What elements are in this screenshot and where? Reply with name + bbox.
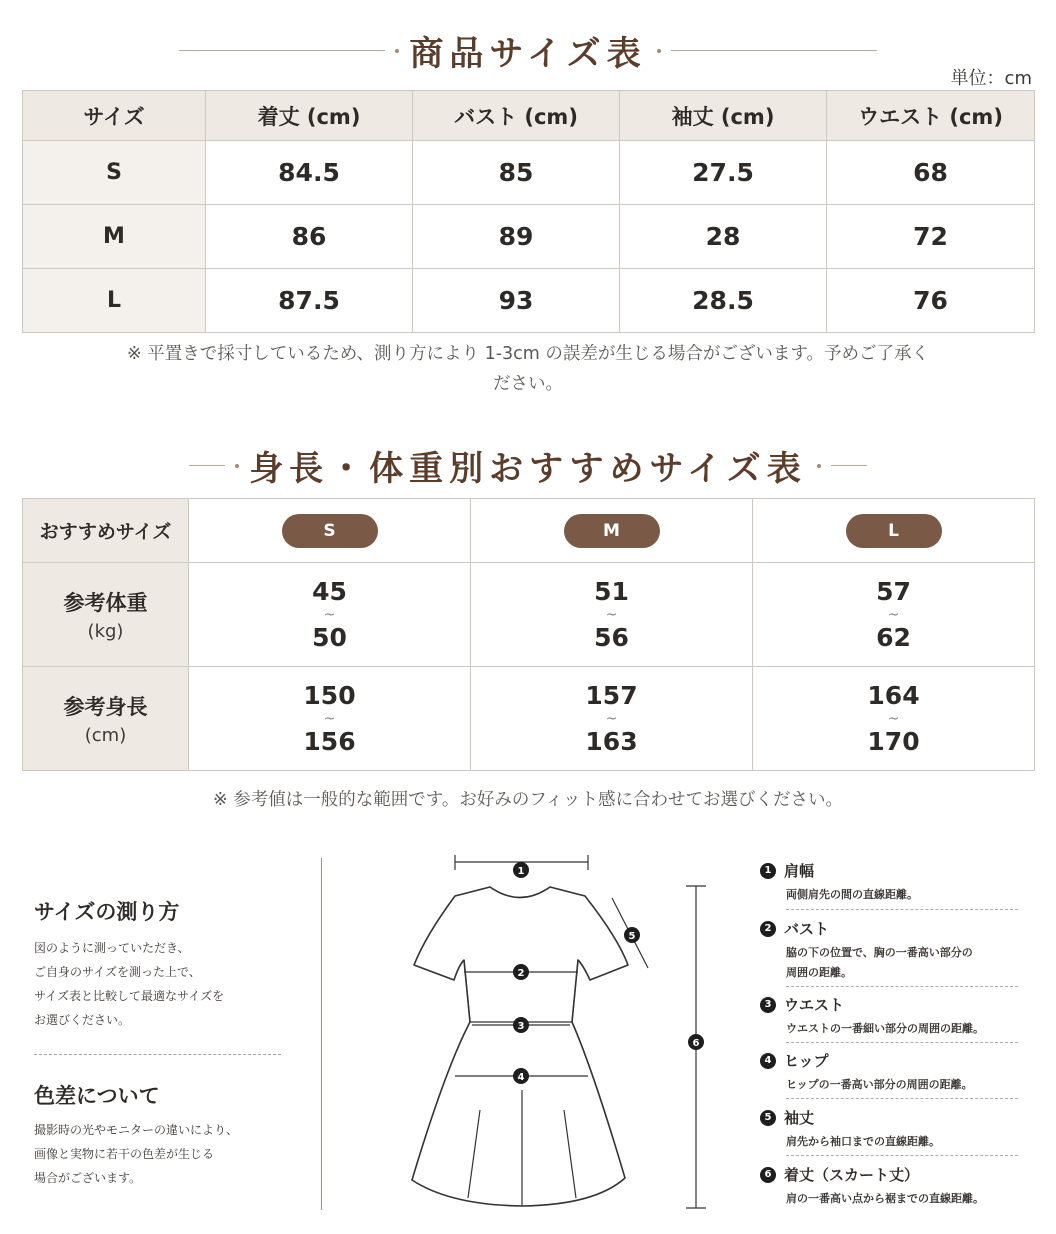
header-bust: バスト (cm) <box>413 91 620 141</box>
height-max: 163 <box>585 726 638 756</box>
legend-label: バスト <box>784 920 830 938</box>
table-row <box>23 269 1035 333</box>
legend-divider <box>786 1042 1018 1043</box>
header-size: サイズ <box>23 91 206 141</box>
marker-label: 6 <box>692 1038 700 1049</box>
recommended-size-table <box>22 498 1035 771</box>
weight-max: 50 <box>312 622 347 652</box>
height-cell <box>189 667 471 771</box>
measure-guide-heading: サイズの測り方 <box>34 900 180 924</box>
legend-label: ヒップ <box>784 1052 829 1070</box>
legend-number: 4 <box>760 1053 776 1069</box>
cell-sleeve: 28 <box>620 205 827 269</box>
text-line: 図のように測っていただき、 <box>34 941 190 955</box>
rec-header-row <box>23 499 1035 563</box>
range-tilde: ~ <box>887 606 900 623</box>
measure-guide-text <box>34 936 224 1032</box>
marker-label: 2 <box>517 968 525 979</box>
marker-label: 3 <box>517 1021 525 1032</box>
weight-label-cell <box>23 563 189 667</box>
range-tilde: ~ <box>887 710 900 727</box>
text-line: ご自身のサイズを測った上で、 <box>34 965 201 979</box>
legend-desc: 肩先から袖口までの直線距離。 <box>786 1135 940 1148</box>
text-line: 画像と実物に若干の色差が生じる <box>34 1147 215 1161</box>
size-pill-s: S <box>282 514 378 548</box>
title-dot <box>657 49 661 53</box>
weight-max: 62 <box>876 622 911 652</box>
legend-item-waist <box>760 994 1018 1039</box>
legend-desc: 肩の一番高い点から裾までの直線距離。 <box>786 1192 984 1205</box>
rec-header-label: おすすめサイズ <box>23 499 189 563</box>
legend-divider <box>786 1098 1018 1099</box>
rec-size-cell <box>753 499 1035 563</box>
height-max: 170 <box>867 726 920 756</box>
weight-cell <box>189 563 471 667</box>
cell-bust: 89 <box>413 205 620 269</box>
rec-table-title: 身長・体重別おすすめサイズ表 <box>249 449 807 489</box>
height-min: 150 <box>303 680 356 710</box>
weight-min: 57 <box>876 576 911 606</box>
cell-length: 84.5 <box>206 141 413 205</box>
height-label: 参考身長 <box>63 695 148 719</box>
rec-table-title-row <box>0 441 1056 490</box>
cell-waist: 68 <box>827 141 1035 205</box>
title-rule-left <box>189 465 225 466</box>
height-min: 164 <box>867 680 920 710</box>
rec-size-cell <box>471 499 753 563</box>
text-line: 撮影時の光やモニターの違いにより、 <box>34 1123 239 1137</box>
text-line: お選びください。 <box>34 1013 131 1027</box>
header-waist: ウエスト (cm) <box>827 91 1035 141</box>
legend-number: 3 <box>760 997 776 1013</box>
legend-label: 袖丈 <box>784 1109 815 1127</box>
cell-bust: 93 <box>413 269 620 333</box>
title-rule-right <box>671 50 877 51</box>
size-pill-m: M <box>564 514 660 548</box>
weight-min: 51 <box>594 576 629 606</box>
weight-cell <box>753 563 1035 667</box>
height-unit: (cm) <box>84 725 127 746</box>
legend-label: ウエスト <box>784 996 845 1014</box>
range-tilde: ~ <box>605 606 618 623</box>
text-line: サイズ表と比較して最適なサイズを <box>34 989 225 1003</box>
size-table-header-row <box>23 91 1035 141</box>
height-cell <box>471 667 753 771</box>
legend-desc: 周囲の距離。 <box>786 966 852 979</box>
legend-number: 5 <box>760 1110 776 1126</box>
size-table-title: 商品サイズ表 <box>409 34 647 74</box>
legend-desc: 両側肩先の間の直線距離。 <box>786 888 918 901</box>
size-table-note <box>22 339 1034 399</box>
marker-label: 1 <box>517 866 525 877</box>
title-rule-right <box>831 465 867 466</box>
cell-waist: 76 <box>827 269 1035 333</box>
weight-max: 56 <box>594 622 629 652</box>
title-dot <box>235 464 239 468</box>
height-label-cell <box>23 667 189 771</box>
marker-label: 4 <box>517 1072 525 1083</box>
header-length: 着丈 (cm) <box>206 91 413 141</box>
range-tilde: ~ <box>605 710 618 727</box>
weight-unit: (kg) <box>87 621 124 642</box>
height-cell <box>753 667 1035 771</box>
legend-number: 2 <box>760 921 776 937</box>
title-dot <box>395 49 399 53</box>
dress-diagram <box>400 850 730 1220</box>
note-line: ※ 平置きで採寸しているため、測り方により 1-3cm の誤差が生じる場合がございます。予めご了承く <box>127 344 929 364</box>
legend-label: 肩幅 <box>784 862 815 880</box>
cell-bust: 85 <box>413 141 620 205</box>
row-size: M <box>23 205 206 269</box>
legend-item-shoulder <box>760 860 1018 905</box>
cell-waist: 72 <box>827 205 1035 269</box>
vertical-divider <box>321 858 322 1210</box>
range-tilde: ~ <box>323 606 336 623</box>
legend-divider <box>786 986 1018 987</box>
row-size: S <box>23 141 206 205</box>
legend-number: 6 <box>760 1167 776 1183</box>
weight-cell <box>471 563 753 667</box>
height-row <box>23 667 1035 771</box>
cell-length: 86 <box>206 205 413 269</box>
weight-row <box>23 563 1035 667</box>
rec-table-note: ※ 参考値は一般的な範囲です。お好みのフィット感に合わせてお選びください。 <box>213 790 843 810</box>
unit-note: 単位：cm <box>950 68 1032 89</box>
cell-sleeve: 27.5 <box>620 141 827 205</box>
weight-min: 45 <box>312 576 347 606</box>
legend-desc: 脇の下の位置で、胸の一番高い部分の <box>786 946 973 959</box>
size-table <box>22 90 1035 333</box>
legend-item-bust <box>760 918 1018 983</box>
legend-desc: ヒップの一番高い部分の周囲の距離。 <box>786 1078 973 1091</box>
height-min: 157 <box>585 680 638 710</box>
table-row <box>23 141 1035 205</box>
title-dot <box>817 464 821 468</box>
color-note-text <box>34 1118 238 1190</box>
table-row <box>23 205 1035 269</box>
section-divider <box>34 1054 281 1055</box>
weight-label: 参考体重 <box>63 591 148 615</box>
color-note-heading: 色差について <box>34 1084 160 1108</box>
legend-item-sleeve <box>760 1107 1018 1152</box>
legend-item-length <box>760 1164 1018 1209</box>
note-line: ださい。 <box>493 374 563 394</box>
size-pill-l: L <box>846 514 942 548</box>
header-sleeve: 袖丈 (cm) <box>620 91 827 141</box>
range-tilde: ~ <box>323 710 336 727</box>
height-max: 156 <box>303 726 356 756</box>
rec-size-cell <box>189 499 471 563</box>
size-table-title-row <box>0 26 1056 75</box>
legend-label: 着丈（スカート丈） <box>784 1166 920 1184</box>
row-size: L <box>23 269 206 333</box>
legend-divider <box>786 909 1018 910</box>
legend-number: 1 <box>760 863 776 879</box>
text-line: 場合がございます。 <box>34 1171 142 1185</box>
cell-sleeve: 28.5 <box>620 269 827 333</box>
marker-label: 5 <box>628 931 636 942</box>
legend-item-hip <box>760 1050 1018 1095</box>
legend-divider <box>786 1155 1018 1156</box>
title-rule-left <box>179 50 385 51</box>
cell-length: 87.5 <box>206 269 413 333</box>
legend-desc: ウエストの一番細い部分の周囲の距離。 <box>786 1022 984 1035</box>
